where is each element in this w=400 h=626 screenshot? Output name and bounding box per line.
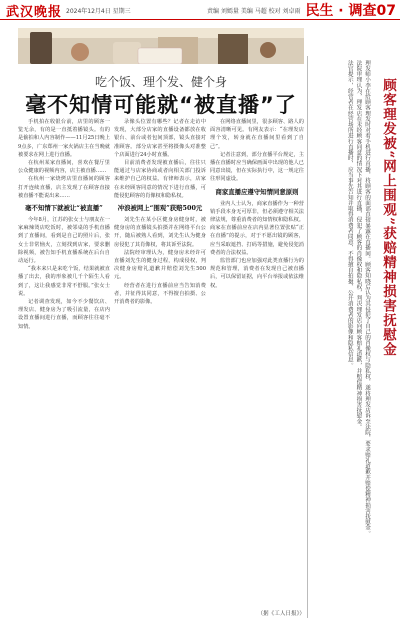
issue-date: 2024年12月4日 星期三 — [66, 8, 131, 15]
section-title: 民生 · 调查07 — [305, 3, 396, 19]
newspaper-logo: 武汉晚报 — [6, 5, 63, 20]
paragraph: “我本来只是来吃个饭，结果就被直播了出去，我的形象被几千个陌生人看到了，这让我感觉非常不舒服。”张女士说。 — [18, 266, 110, 297]
paragraph: 法院经审理认为，健身房未经许可直播刘先生的健身过程，构成侵权，判决健身房赔礼道歉并赔偿刘先生500元。 — [114, 249, 206, 281]
subheading: 商家直播应遵守知情同意原则 — [215, 187, 299, 196]
paragraph: 目前消费者发现被直播后，往往只能通过与店家协商或者向相关部门投诉来维护自己的权益。有律师表示，店家在未经顾客同意的情况下进行直播，可能侵犯顾客的肖像权和隐私权。 — [114, 160, 206, 199]
restaurant-livestream-photo — [18, 28, 304, 64]
column-divider — [307, 56, 308, 618]
paragraph: 手机拍在收银台前，店里的顾客一览无余，有的是一直抵着播镜头。有的是偷拍和人内容制作——11月25日晚上9点多，广东郑州一家火锅店主在当晚就被要求在网上进行直播。 — [18, 119, 110, 158]
paragraph: 在网络直播间里，很多顾客、路人的面容清晰可见。有网友表示：“在理发店理个发，转身就在直播间里看到了自己”。 — [210, 119, 304, 150]
sidebar-title: 顾客理发被“网上围观”获赔精神损害抚慰金 — [380, 78, 396, 357]
paragraph: 记者注意到，部分直播平台规定，主播在直播时应当确保画面中出现的他人已同意出镜，但在实际执行中，这一规定往往形同虚设。 — [210, 151, 304, 183]
paragraph: 刘先生在某小区健身房健身时，被健身房的直播镜头拍摄并在网络平台公开，随后被熟人看到，刘先生认为健身房侵犯了其肖像权，将其诉至法院。 — [114, 217, 206, 248]
editor-credits: 责编 刘嫣量 美编 马超 校对 刘卓雨 — [207, 8, 301, 15]
article-kicker: 吃个饭、理个发、健个身 — [94, 75, 227, 89]
subheading: 毫不知情下就被让“被直播” — [25, 204, 103, 213]
paragraph: 经营者在进行直播前应当告知消费者，并征得其同意，不得擅自拍摄、公开消费者的影像。 — [114, 282, 206, 306]
subheading: 冲浪被网上“围观”获赔500元 — [117, 204, 203, 213]
paragraph: 监管部门也应加强对此类直播行为的规范和管理，消费者在发现自己被直播后，可以保留证据，向平台举报或依法维权。 — [210, 258, 304, 289]
paragraph: 录像头位置有哪些？记者在走访中发现，大部分店家的直播设备都放在收银台、前台或者包间顶部，镜头直接对准顾客。部分店家甚至将摄像头对准整个店面进行24小时直播。 — [114, 119, 206, 158]
sidebar-paragraph: 理发师小李在给顾客理发时对着手机进行直播，将顾客的面部直接暴露在直播间。顾客知晓后认为其侵犯了自己的肖像权与隐私权，遂将理发店诉至法院，要求赔礼道歉并赔偿精神损害抚慰金。 — [364, 60, 370, 536]
masthead — [0, 0, 400, 20]
sidebar-paragraph: 法官提示，经营者在经营场所进行直播时，应当事先告知并取得消费者同意，不得擅自拍摄、公开消费者的影像和隐私信息。 — [346, 60, 353, 368]
article-column-2 — [114, 118, 206, 613]
paragraph: 在杭州一家烧烤店里直播间的顾客打开连续直播，店主发现了在顾客直接被直播不能说出来…… — [18, 176, 110, 199]
paragraph: 业内人士认为，商家直播作为一种营销手段本身无可厚非，但必须遵守相关法律法规，尊重消费者的知情权和隐私权。商家在直播前应在店内显著位置张贴“正在直播”的提示，对于不愿出镜的顾客，应当采取遮挡、打码等措施，避免侵犯消费者的合法权益。 — [210, 200, 304, 256]
article-column-1 — [18, 118, 110, 613]
article-headline: 毫不知情可能就“被直播”了 — [25, 93, 297, 117]
source-note: （据《工人日报》） — [257, 611, 305, 617]
sidebar-body — [311, 60, 371, 620]
article-column-3 — [210, 118, 304, 606]
paragraph: 记者调查发现，如今不少餐饮店、理发店、健身房为了吸引流量，在店内设置直播间进行直播，而顾客往往毫不知情。 — [18, 299, 110, 330]
sidebar-paragraph: 法院审理认为，理发店在未经顾客同意的情况下对其进行直播，侵犯了顾客的肖像权和隐私权，判决理发店向顾客赔礼道歉，并赔偿精神损害抚慰金。 — [355, 60, 362, 430]
paragraph: 在杭州某家直播间，喜欢在餐厅里公众健康的视频内容，店主被直播…… — [18, 160, 110, 175]
paragraph: 今年8月，江苏的张女士与朋友在一家麻辣烫店吃饭时，被邻桌的手机直播到了直播间，看到是自己的照片后，张女士非常恼火，立刻找到店家，要求删除视频，被告知手机直播系统在后台自动运行。 — [18, 217, 110, 265]
photo-illustration — [18, 28, 304, 64]
